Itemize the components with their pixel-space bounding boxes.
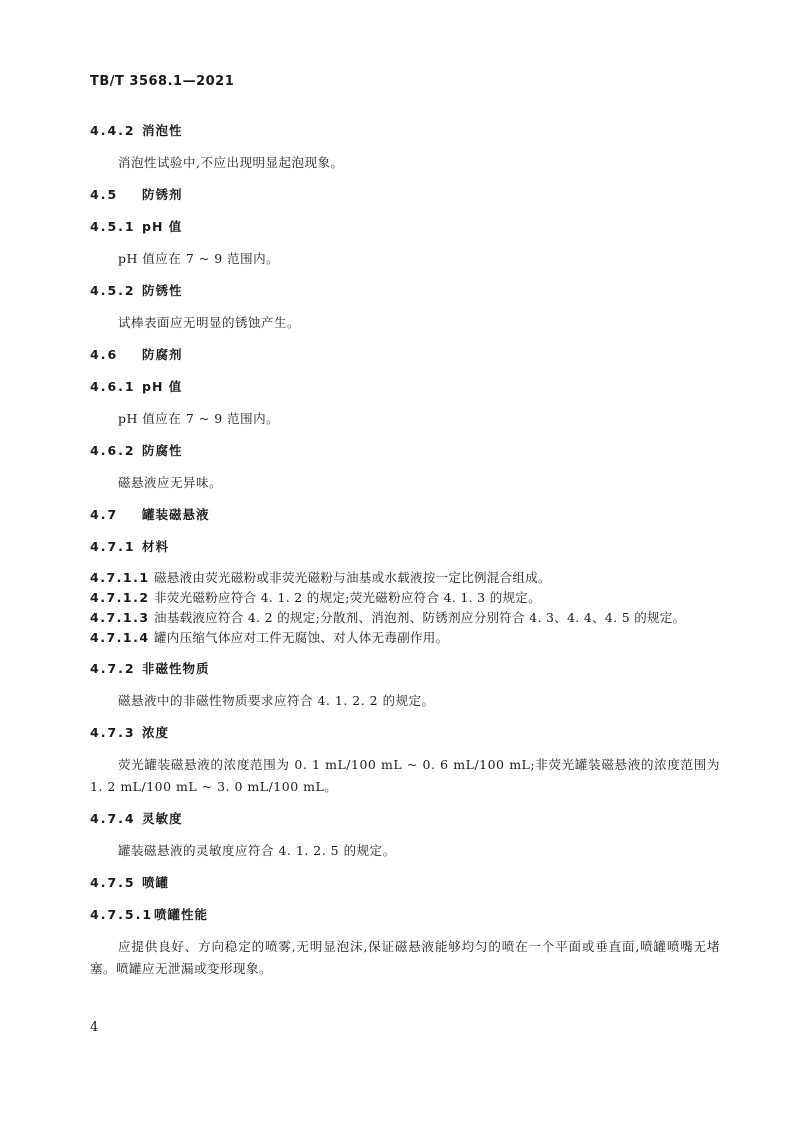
paragraph: 应提供良好、方向稳定的喷雾,无明显泡沫,保证磁悬液能够均匀的喷在一个平面或垂直面,喷罐喷嘴无堵塞。喷罐应无泄漏或变形现象。 <box>90 939 720 976</box>
section-number: 4.5.1 <box>90 219 136 234</box>
clause-text: 非荧光磁粉应符合 4. 1. 2 的规定;荧光磁粉应符合 4. 1. 3 的规定。 <box>154 590 541 605</box>
paragraph: 试棒表面应无明显的锈蚀产生。 <box>118 315 301 330</box>
paragraph: 罐装磁悬液的灵敏度应符合 4. 1. 2. 5 的规定。 <box>118 843 396 858</box>
clause-number: 4.7.1.2 <box>90 590 150 605</box>
section-title: 防腐剂 <box>142 347 183 362</box>
section-title: pH 值 <box>142 379 183 394</box>
section-number: 4.7.5 <box>90 875 136 890</box>
standard-code-header: TB/T 3568.1—2021 <box>90 74 235 89</box>
clause-list <box>90 568 720 648</box>
section-heading-4-7-4 <box>90 808 720 830</box>
section-heading-4-7-5-1 <box>90 904 720 926</box>
section-number: 4.6.1 <box>90 379 136 394</box>
section-title: 消泡性 <box>142 123 183 138</box>
page-number: 4 <box>90 1020 99 1035</box>
section-number: 4.5 <box>90 187 119 202</box>
clause-item <box>90 628 720 648</box>
section-heading-4-7 <box>90 504 720 526</box>
section-number: 4.5.2 <box>90 283 136 298</box>
section-title: 灵敏度 <box>142 811 183 826</box>
section-heading-4-7-5 <box>90 872 720 894</box>
section-title: 非磁性物质 <box>142 661 210 676</box>
clause-item <box>90 608 720 628</box>
section-heading-4-7-1 <box>90 536 720 558</box>
clause-number: 4.7.1.3 <box>90 610 150 625</box>
document-body <box>90 120 720 990</box>
section-number: 4.6.2 <box>90 443 136 458</box>
paragraph: pH 值应在 7 ~ 9 范围内。 <box>118 411 280 426</box>
section-heading-4-7-3 <box>90 722 720 744</box>
section-number: 4.7 <box>90 507 119 522</box>
clause-number: 4.7.1.1 <box>90 570 150 585</box>
paragraph: 磁悬液中的非磁性物质要求应符合 4. 1. 2. 2 的规定。 <box>118 693 435 708</box>
section-number: 4.7.5.1 <box>90 907 154 922</box>
clause-item <box>90 568 720 588</box>
section-number: 4.4.2 <box>90 123 136 138</box>
section-heading-4-4-2 <box>90 120 720 142</box>
section-number: 4.7.4 <box>90 811 136 826</box>
section-number: 4.7.1 <box>90 539 136 554</box>
section-title: pH 值 <box>142 219 183 234</box>
section-title: 喷罐 <box>142 875 170 890</box>
section-number: 4.7.2 <box>90 661 136 676</box>
section-heading-4-5-1 <box>90 216 720 238</box>
section-title: 防腐性 <box>142 443 183 458</box>
clause-text: 罐内压缩气体应对工件无腐蚀、对人体无毒副作用。 <box>154 630 449 645</box>
section-heading-4-7-2 <box>90 658 720 680</box>
section-title: 材料 <box>142 539 170 554</box>
section-heading-4-6-1 <box>90 376 720 398</box>
section-title: 防锈性 <box>142 283 183 298</box>
paragraph: 磁悬液应无异味。 <box>118 475 223 490</box>
section-title: 防锈剂 <box>142 187 183 202</box>
paragraph: pH 值应在 7 ~ 9 范围内。 <box>118 251 280 266</box>
section-title: 浓度 <box>142 725 170 740</box>
section-heading-4-5-2 <box>90 280 720 302</box>
paragraph: 荧光罐装磁悬液的浓度范围为 0. 1 mL/100 mL ~ 0. 6 mL/100 mL;非荧光罐装磁悬液的浓度范围为 1. 2 mL/100 mL ~ 3. 0 mL/100 mL。 <box>90 757 720 794</box>
paragraph: 消泡性试验中,不应出现明显起泡现象。 <box>118 155 344 170</box>
section-heading-4-6 <box>90 344 720 366</box>
section-number: 4.6 <box>90 347 119 362</box>
clause-text: 油基载液应符合 4. 2 的规定;分散剂、消泡剂、防锈剂应分别符合 4. 3、4. 4、4. 5 的规定。 <box>154 610 686 625</box>
section-number: 4.7.3 <box>90 725 136 740</box>
section-heading-4-5 <box>90 184 720 206</box>
clause-item <box>90 588 720 608</box>
section-title: 罐装磁悬液 <box>142 507 210 522</box>
clause-number: 4.7.1.4 <box>90 630 150 645</box>
section-heading-4-6-2 <box>90 440 720 462</box>
clause-text: 磁悬液由荧光磁粉或非荧光磁粉与油基或水载液按一定比例混合组成。 <box>154 570 551 585</box>
section-title: 喷罐性能 <box>154 907 209 922</box>
